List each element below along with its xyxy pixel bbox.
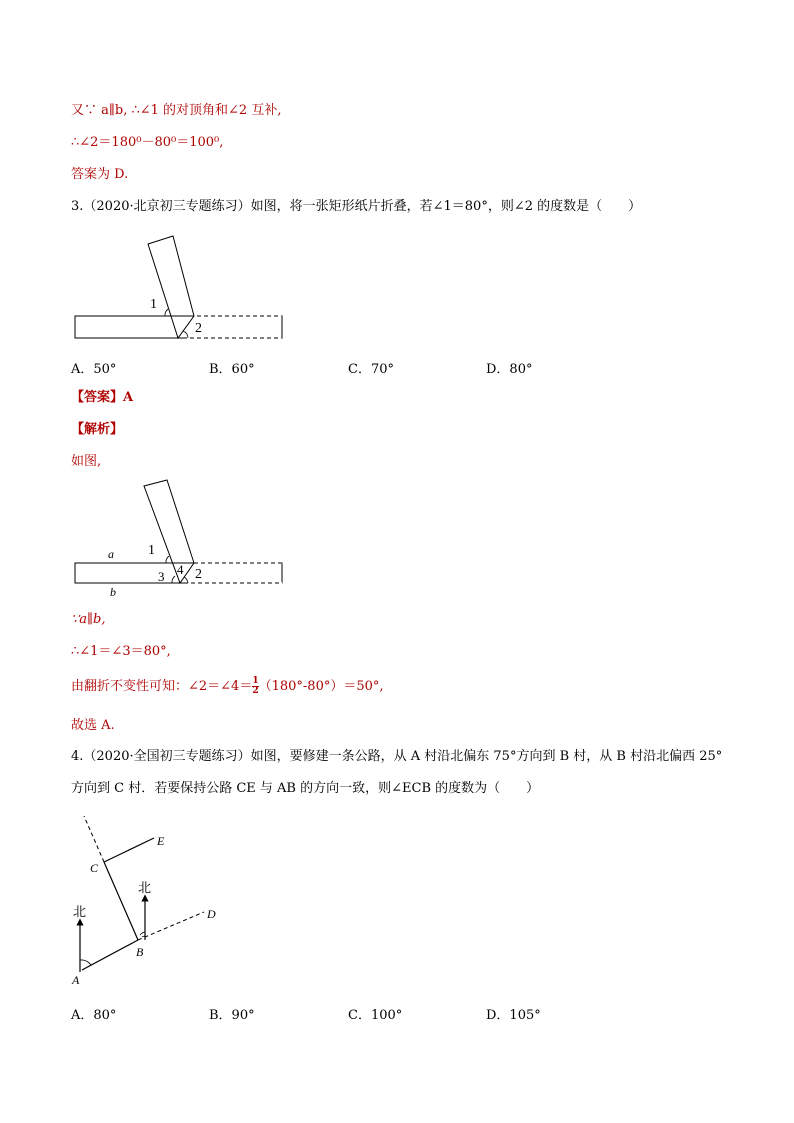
- fig4-point-a-label: A: [72, 973, 80, 987]
- fig3-angle-2-label: 2: [195, 321, 202, 336]
- fig4-point-c-label: C: [90, 861, 99, 875]
- prev-solution-line-1: 又∵ a∥b, ∴∠1 的对顶角和∠2 互补,: [71, 103, 282, 118]
- fig4-north-label-b: 北: [138, 880, 152, 895]
- fraction-denominator: 2: [252, 686, 259, 696]
- question-3-stem: 3.（2020·北京初三专题练习）如图，将一张矩形纸片折叠，若∠1＝80°，则∠2 的度数是（ ）: [71, 199, 642, 214]
- question-3-solution-figure: [70, 478, 290, 600]
- prev-solution-line-2: ∴∠2＝180⁰－80⁰＝100⁰,: [71, 135, 224, 150]
- prev-solution-line-3: 答案为 D.: [71, 167, 129, 182]
- q3-option-c: C．70°: [348, 362, 394, 377]
- q3-analysis-heading: 【解析】: [71, 422, 124, 437]
- fraction-numerator: 1: [252, 676, 259, 686]
- fig3-angle-1-label: 1: [150, 297, 157, 312]
- fig3s-line-a-label: a: [108, 547, 114, 561]
- fig4-point-e-label: E: [157, 834, 165, 848]
- q3-solution-step-1: ∵a∥b,: [71, 612, 106, 627]
- fig3s-angle-4-label: 4: [177, 562, 184, 577]
- fig3s-angle-2-label: 2: [195, 567, 202, 582]
- q3-step3-suffix: （180°-80°）＝50°,: [258, 679, 384, 694]
- fig4-point-d-label: D: [207, 907, 216, 921]
- question-3-figure: [70, 230, 290, 345]
- fig4-point-b-label: B: [136, 945, 144, 959]
- fig3s-angle-1-label: 1: [148, 543, 155, 558]
- q3-solution-step-3: [71, 677, 384, 696]
- q4-option-c: C．100°: [348, 1008, 403, 1023]
- question-4-stem-line-1: 4.（2020·全国初三专题练习）如图，要修建一条公路，从 A 村沿北偏东 75°方向到 B 村，从 B 村沿北偏西 25°: [71, 749, 723, 764]
- q4-option-b: B．90°: [209, 1008, 255, 1023]
- fig4-north-label-a: 北: [73, 904, 87, 919]
- q3-option-d: D．80°: [486, 362, 533, 377]
- q3-as-shown: 如图,: [71, 454, 102, 469]
- q3-option-a: A．50°: [71, 362, 117, 377]
- q4-option-d: D．105°: [486, 1008, 541, 1023]
- q3-solution-step-2: ∴∠1＝∠3＝80°,: [71, 644, 171, 659]
- question-4-stem-line-2: 方向到 C 村．若要保持公路 CE 与 AB 的方向一致，则∠ECB 的度数为（ ）: [71, 781, 540, 796]
- fig3s-line-b-label: b: [110, 585, 116, 599]
- q4-option-a: A．80°: [71, 1008, 117, 1023]
- q3-option-b: B．60°: [209, 362, 255, 377]
- question-4-figure: [70, 810, 240, 990]
- q3-answer: 【答案】A: [71, 390, 134, 405]
- q3-step3-prefix: 由翻折不变性可知：∠2＝∠4＝: [71, 679, 253, 694]
- q3-solution-conclusion: 故选 A.: [71, 718, 115, 733]
- fig3s-angle-3-label: 3: [158, 569, 165, 584]
